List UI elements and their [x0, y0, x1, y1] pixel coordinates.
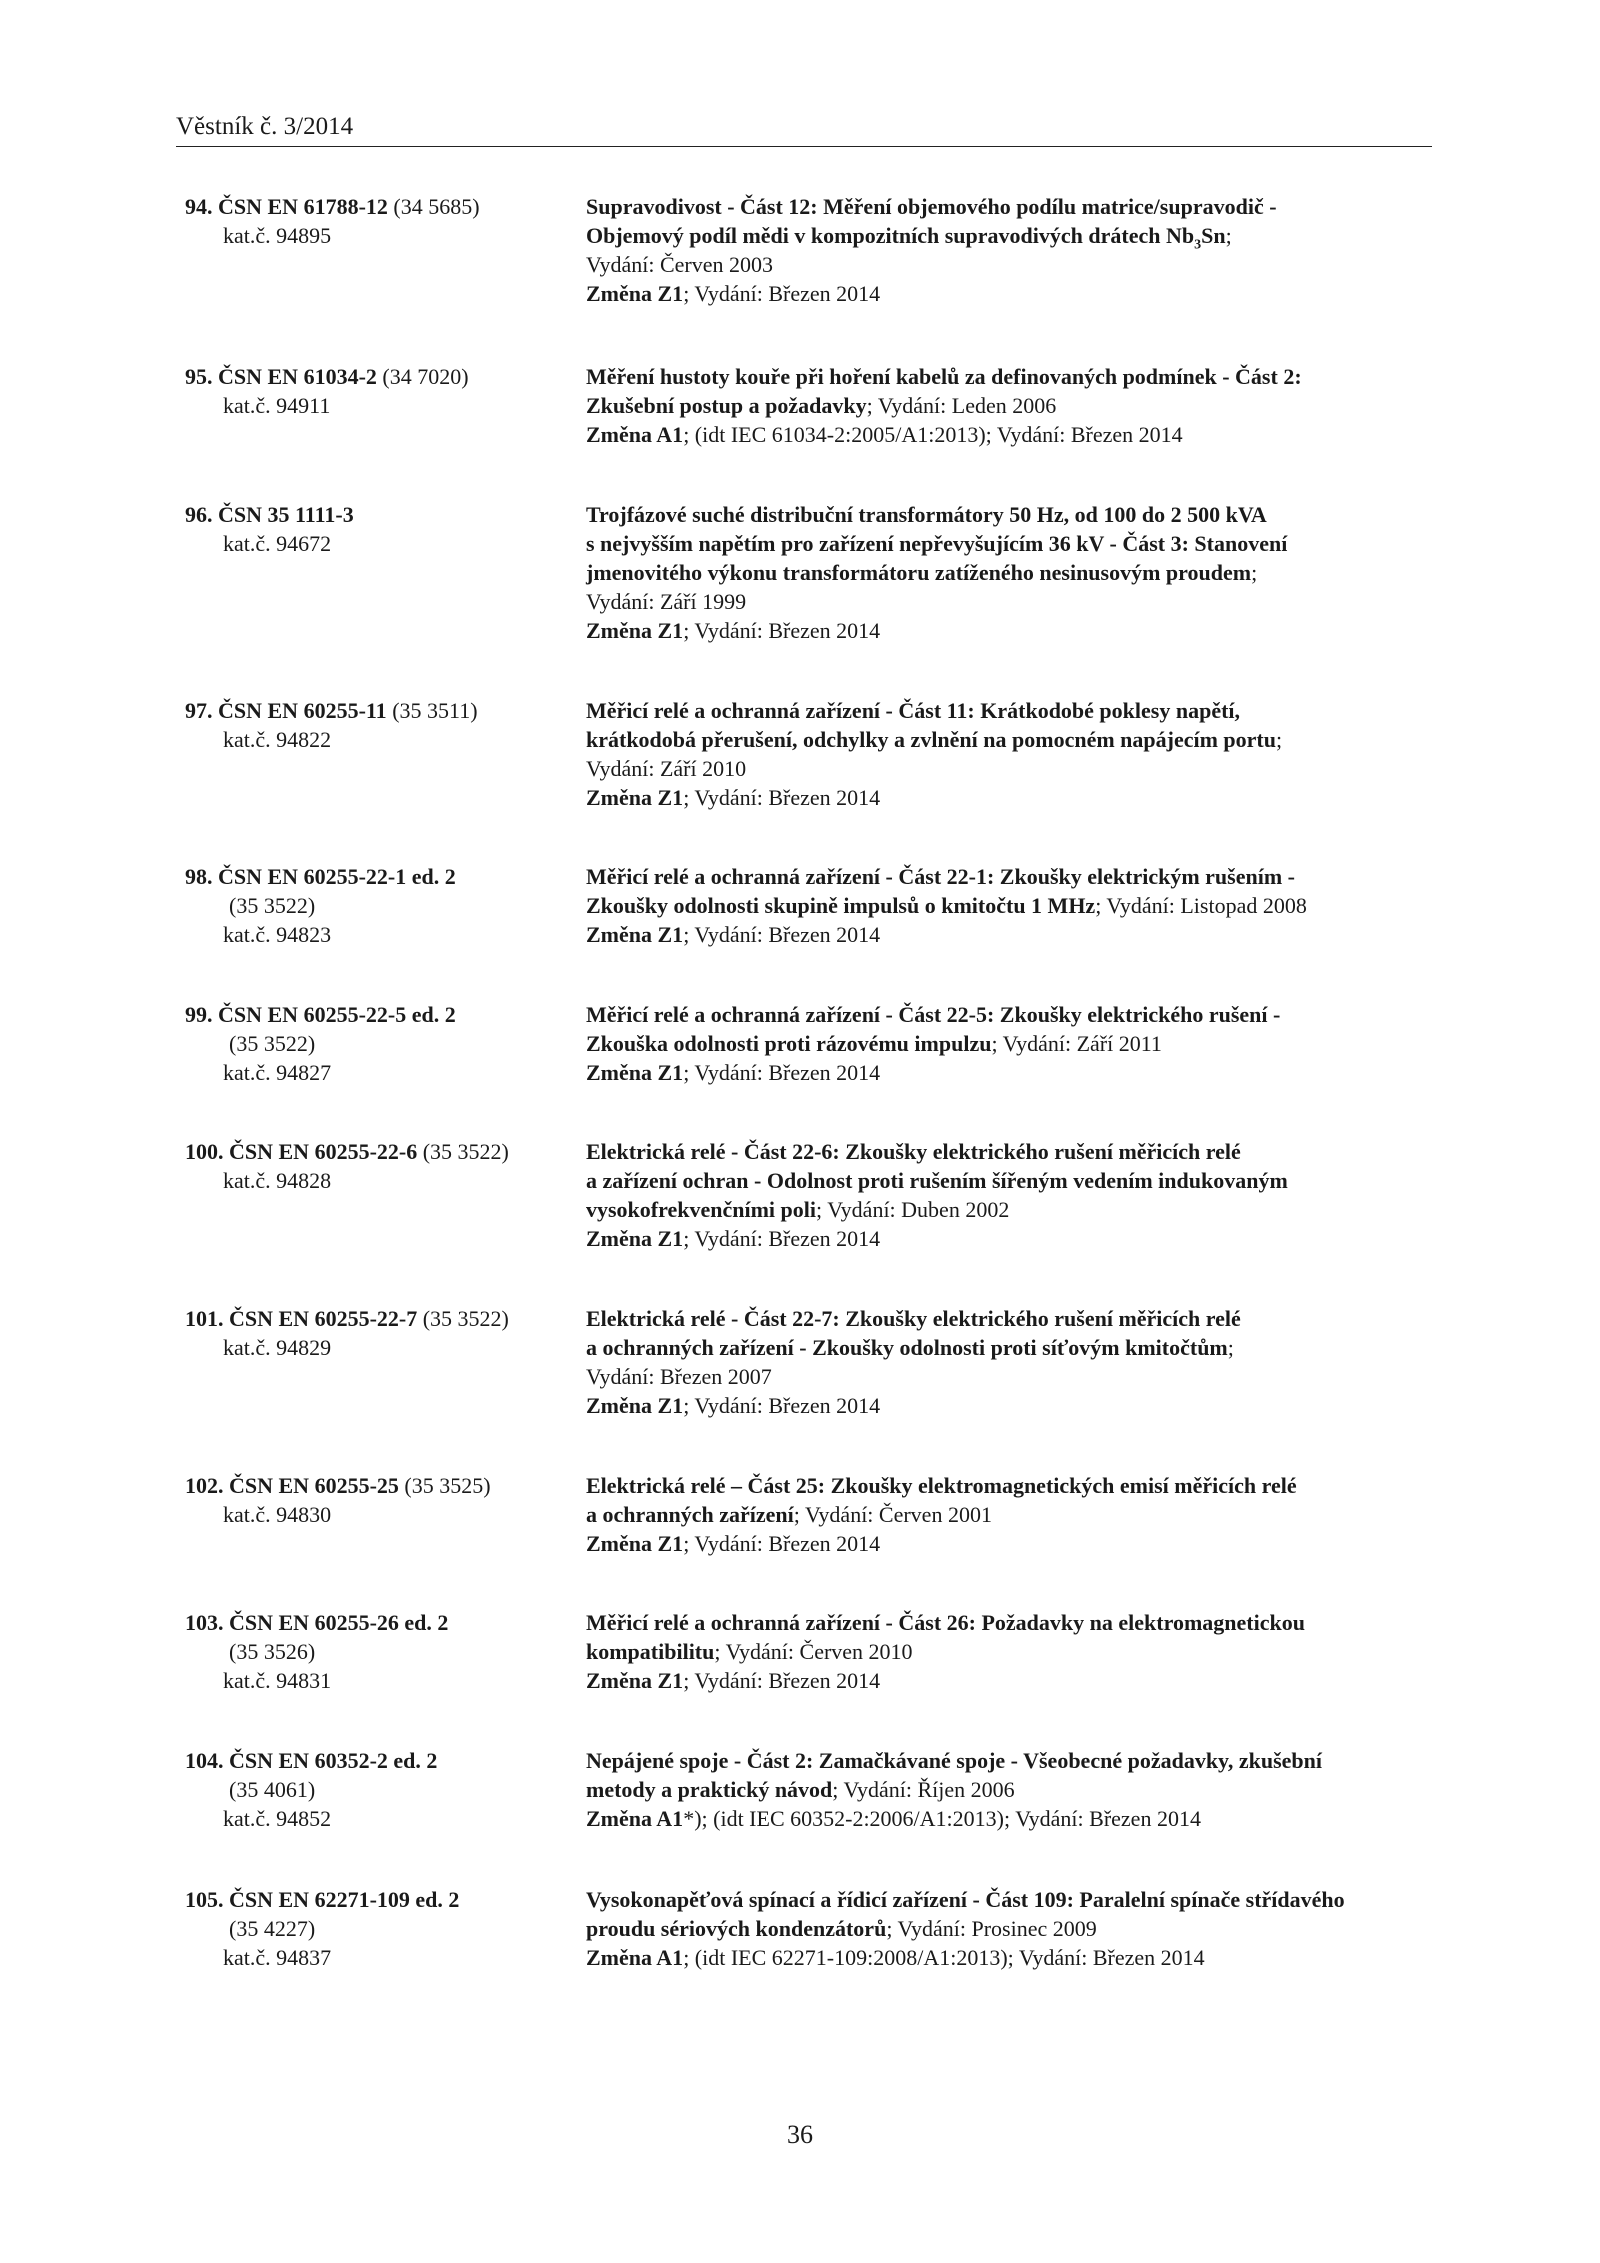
description-segment: Vydání: Červen 2003 — [586, 252, 773, 277]
description-segment: ; — [1227, 1335, 1234, 1360]
description-segment: *); (idt IEC 60352-2:2006/A1:2013); Vydání: Březen 2014 — [683, 1806, 1201, 1831]
description-segment: Elektrická relé - Část 22-7: Zkoušky elektrického rušení měřicích relé — [586, 1306, 1241, 1331]
description-segment: Vydání: Září 1999 — [586, 589, 747, 614]
description-segment: Změna A1 — [586, 422, 684, 447]
description-segment: ; — [1276, 727, 1283, 752]
description-segment: Změna Z1 — [586, 1060, 684, 1085]
catalog-number: kat.č. 94837 — [223, 1945, 332, 1970]
description-segment: Objemový podíl mědi v kompozitních supravodivých drátech Nb — [586, 223, 1195, 248]
standard-entry — [185, 1608, 1435, 1695]
description-segment: Změna Z1 — [586, 1393, 684, 1418]
standard-code: ČSN EN 60255-11 — [218, 698, 387, 723]
catalog-number: kat.č. 94830 — [223, 1502, 332, 1527]
description-segment: Vydání: Březen 2007 — [586, 1364, 772, 1389]
description-line — [586, 587, 1435, 616]
standard-entry — [185, 362, 1435, 449]
description-line — [586, 1608, 1435, 1637]
description-line — [586, 420, 1435, 449]
description-segment: ; Vydání: Březen 2014 — [683, 281, 881, 306]
description-line — [586, 920, 1435, 949]
description-segment: Trojfázové suché distribuční transformátory 50 Hz, od 100 do 2 500 kVA — [586, 502, 1267, 527]
description-segment: ; Vydání: Červen 2001 — [793, 1502, 992, 1527]
classification-code: (35 3522) — [229, 893, 316, 918]
standard-entry — [185, 1137, 1435, 1253]
description-line — [586, 1058, 1435, 1087]
description-segment: Sn — [1201, 223, 1226, 248]
description-line — [586, 1166, 1435, 1195]
description-line — [586, 891, 1435, 920]
description-segment: ; (idt IEC 62271-109:2008/A1:2013); Vydání: Březen 2014 — [683, 1945, 1205, 1970]
standard-description — [586, 862, 1435, 949]
standard-identifier — [185, 500, 586, 645]
catalog-number: kat.č. 94672 — [223, 531, 332, 556]
description-segment: Zkušební postup a požadavky — [586, 393, 867, 418]
standard-identifier — [185, 1608, 586, 1695]
standard-identifier — [185, 192, 586, 308]
standard-code: ČSN 35 1111-3 — [218, 502, 354, 527]
standard-code: ČSN EN 60352-2 ed. 2 — [229, 1748, 438, 1773]
standard-entry — [185, 1885, 1435, 1972]
description-segment: Změna Z1 — [586, 1226, 684, 1251]
standard-code: ČSN EN 60255-22-1 ed. 2 — [218, 864, 456, 889]
classification-code: (35 4227) — [229, 1916, 316, 1941]
description-segment: ; Vydání: Prosinec 2009 — [886, 1916, 1097, 1941]
description-line — [586, 862, 1435, 891]
description-line — [586, 1885, 1435, 1914]
description-segment: metody a praktický návod — [586, 1777, 833, 1802]
description-segment: Elektrická relé - Část 22-6: Zkoušky elektrického rušení měřicích relé — [586, 1139, 1241, 1164]
standard-code: ČSN EN 60255-22-7 — [229, 1306, 418, 1331]
description-segment: Změna Z1 — [586, 922, 684, 947]
description-line — [586, 250, 1435, 279]
standard-entry — [185, 1000, 1435, 1087]
standard-number: 96. — [185, 502, 213, 527]
standard-code: ČSN EN 60255-22-5 ed. 2 — [218, 1002, 456, 1027]
description-line — [586, 362, 1435, 391]
description-segment: ; — [1225, 223, 1232, 248]
description-segment: jmenovitého výkonu transformátoru zatíženého nesinusovým proudem — [586, 560, 1252, 585]
description-segment: krátkodobá přerušení, odchylky a zvlnění na pomocném napájecím portu — [586, 727, 1276, 752]
classification-code: (35 3522) — [229, 1031, 316, 1056]
description-line — [586, 1804, 1435, 1833]
standard-identifier — [185, 1000, 586, 1087]
standard-number: 102. — [185, 1473, 224, 1498]
standard-identifier — [185, 1304, 586, 1420]
description-segment: Změna Z1 — [586, 785, 684, 810]
description-line — [586, 1943, 1435, 1972]
description-segment: a ochranných zařízení — [586, 1502, 794, 1527]
description-line — [586, 1914, 1435, 1943]
description-line — [586, 783, 1435, 812]
standard-number: 105. — [185, 1887, 224, 1912]
description-segment: ; Vydání: Duben 2002 — [816, 1197, 1010, 1222]
description-line — [586, 500, 1435, 529]
standard-code: ČSN EN 60255-22-6 — [229, 1139, 418, 1164]
standard-code: ČSN EN 61034-2 — [218, 364, 377, 389]
description-segment: Měřicí relé a ochranná zařízení - Část 22-5: Zkoušky elektrického rušení - — [586, 1002, 1281, 1027]
page-header — [176, 110, 1432, 147]
standard-code: ČSN EN 62271-109 ed. 2 — [229, 1887, 460, 1912]
catalog-number: kat.č. 94823 — [223, 922, 332, 947]
standard-description — [586, 696, 1435, 812]
description-segment: ; Vydání: Září 2011 — [991, 1031, 1162, 1056]
classification-code: (35 3522) — [422, 1139, 509, 1164]
classification-code: (34 5685) — [393, 194, 480, 219]
description-line — [586, 1391, 1435, 1420]
standard-description — [586, 362, 1435, 449]
description-line — [586, 754, 1435, 783]
description-line — [586, 1666, 1435, 1695]
description-line — [586, 1137, 1435, 1166]
catalog-number: kat.č. 94829 — [223, 1335, 332, 1360]
description-line — [586, 221, 1435, 253]
description-line — [586, 696, 1435, 725]
standard-code: ČSN EN 60255-25 — [229, 1473, 399, 1498]
description-segment: ; Vydání: Březen 2014 — [683, 1531, 881, 1556]
description-segment: kompatibilitu — [586, 1639, 715, 1664]
classification-code: (35 3525) — [404, 1473, 491, 1498]
description-line — [586, 616, 1435, 645]
description-segment: Nepájené spoje - Část 2: Zamačkávané spoje - Všeobecné požadavky, zkušební — [586, 1748, 1322, 1773]
classification-code: (35 3522) — [422, 1306, 509, 1331]
description-segment: Vysokonapěťová spínací a řídicí zařízení - Část 109: Paralelní spínače střídavého — [586, 1887, 1345, 1912]
catalog-number: kat.č. 94911 — [223, 393, 331, 418]
description-line — [586, 1029, 1435, 1058]
standard-entry — [185, 696, 1435, 812]
standard-description — [586, 500, 1435, 645]
description-segment: vysokofrekvenčními poli — [586, 1197, 817, 1222]
standard-description — [586, 1304, 1435, 1420]
description-segment: ; Vydání: Březen 2014 — [683, 1668, 881, 1693]
description-line — [586, 1195, 1435, 1224]
journal-title: Věstník č. 3/2014 — [176, 113, 354, 140]
standard-identifier — [185, 696, 586, 812]
standard-code: ČSN EN 61788-12 — [218, 194, 388, 219]
description-segment: Zkouška odolnosti proti rázovému impulzu — [586, 1031, 992, 1056]
description-line — [586, 1637, 1435, 1666]
description-line — [586, 1529, 1435, 1558]
description-segment: Změna Z1 — [586, 1668, 684, 1693]
standard-number: 100. — [185, 1139, 224, 1164]
description-segment: Změna A1 — [586, 1945, 684, 1970]
classification-code: (35 4061) — [229, 1777, 316, 1802]
description-line — [586, 1471, 1435, 1500]
catalog-number: kat.č. 94852 — [223, 1806, 332, 1831]
catalog-number: kat.č. 94831 — [223, 1668, 332, 1693]
standard-description — [586, 1471, 1435, 1558]
description-line — [586, 1000, 1435, 1029]
standard-entry — [185, 1471, 1435, 1558]
standard-description — [586, 1885, 1435, 1972]
description-segment: Zkoušky odolnosti skupině impulsů o kmitočtu 1 MHz — [586, 893, 1096, 918]
description-segment: ; Vydání: Březen 2014 — [683, 618, 881, 643]
description-segment: Vydání: Září 2010 — [586, 756, 747, 781]
catalog-number: kat.č. 94827 — [223, 1060, 332, 1085]
description-segment: Změna Z1 — [586, 1531, 684, 1556]
description-segment: ; Vydání: Březen 2014 — [683, 922, 881, 947]
standard-number: 99. — [185, 1002, 213, 1027]
description-line — [586, 725, 1435, 754]
description-segment: ; Vydání: Leden 2006 — [866, 393, 1057, 418]
description-segment: s nejvyšším napětím pro zařízení nepřevyšujícím 36 kV - Část 3: Stanovení — [586, 531, 1288, 556]
classification-code: (34 7020) — [382, 364, 469, 389]
description-segment: Měřicí relé a ochranná zařízení - Část 22-1: Zkoušky elektrickým rušením - — [586, 864, 1295, 889]
standard-number: 103. — [185, 1610, 224, 1635]
standard-identifier — [185, 1746, 586, 1833]
description-line — [586, 1304, 1435, 1333]
description-segment: ; Vydání: Červen 2010 — [714, 1639, 913, 1664]
description-line — [586, 1500, 1435, 1529]
standard-identifier — [185, 1471, 586, 1558]
standard-number: 98. — [185, 864, 213, 889]
description-segment: 3 — [1194, 237, 1202, 253]
description-segment: ; (idt IEC 61034-2:2005/A1:2013); Vydání: Březen 2014 — [683, 422, 1183, 447]
standard-entry — [185, 192, 1435, 308]
classification-code: (35 3526) — [229, 1639, 316, 1664]
description-segment: ; Vydání: Březen 2014 — [683, 1226, 881, 1251]
catalog-number: kat.č. 94828 — [223, 1168, 332, 1193]
catalog-number: kat.č. 94895 — [223, 223, 332, 248]
description-line — [586, 1224, 1435, 1253]
description-segment: Měřicí relé a ochranná zařízení - Část 26: Požadavky na elektromagnetickou — [586, 1610, 1305, 1635]
description-segment: a ochranných zařízení - Zkoušky odolnosti proti síťovým kmitočtům — [586, 1335, 1228, 1360]
description-line — [586, 529, 1435, 558]
standard-entry — [185, 1304, 1435, 1420]
description-line — [586, 391, 1435, 420]
standard-identifier — [185, 1885, 586, 1972]
description-segment: Supravodivost - Část 12: Měření objemového podílu matrice/supravodič - — [586, 194, 1277, 219]
standard-number: 104. — [185, 1748, 224, 1773]
page-number: 36 — [787, 2120, 813, 2149]
description-segment: Elektrická relé – Část 25: Zkoušky elektromagnetických emisí měřicích relé — [586, 1473, 1297, 1498]
description-segment: ; Vydání: Březen 2014 — [683, 1060, 881, 1085]
standard-description — [586, 1137, 1435, 1253]
standard-entry — [185, 862, 1435, 949]
description-segment: ; Vydání: Říjen 2006 — [832, 1777, 1015, 1802]
description-line — [586, 279, 1435, 308]
standard-description — [586, 1000, 1435, 1087]
description-segment: ; Vydání: Březen 2014 — [683, 785, 881, 810]
standard-number: 101. — [185, 1306, 224, 1331]
description-line — [586, 192, 1435, 221]
standard-number: 97. — [185, 698, 213, 723]
description-segment: ; Vydání: Březen 2014 — [683, 1393, 881, 1418]
standard-description — [586, 192, 1435, 308]
standard-identifier — [185, 1137, 586, 1253]
standard-number: 95. — [185, 364, 213, 389]
description-segment: Měřicí relé a ochranná zařízení - Část 11: Krátkodobé poklesy napětí, — [586, 698, 1241, 723]
standard-number: 94. — [185, 194, 213, 219]
standard-entry — [185, 1746, 1435, 1833]
description-segment: Měření hustoty kouře při hoření kabelů za definovaných podmínek - Část 2: — [586, 364, 1302, 389]
description-segment: ; — [1251, 560, 1258, 585]
description-line — [586, 558, 1435, 587]
description-segment: Změna Z1 — [586, 618, 684, 643]
standard-identifier — [185, 862, 586, 949]
description-segment: Změna Z1 — [586, 281, 684, 306]
description-segment: Změna A1 — [586, 1806, 684, 1831]
description-segment: a zařízení ochran - Odolnost proti rušením šířeným vedením indukovaným — [586, 1168, 1288, 1193]
classification-code: (35 3511) — [392, 698, 478, 723]
standard-code: ČSN EN 60255-26 ed. 2 — [229, 1610, 449, 1635]
description-segment: proudu sériových kondenzátorů — [586, 1916, 887, 1941]
standard-description — [586, 1608, 1435, 1695]
description-line — [586, 1746, 1435, 1775]
standard-entry — [185, 500, 1435, 645]
description-line — [586, 1333, 1435, 1362]
catalog-number: kat.č. 94822 — [223, 727, 332, 752]
description-line — [586, 1362, 1435, 1391]
standard-identifier — [185, 362, 586, 449]
description-segment: ; Vydání: Listopad 2008 — [1095, 893, 1307, 918]
standard-description — [586, 1746, 1435, 1833]
description-line — [586, 1775, 1435, 1804]
